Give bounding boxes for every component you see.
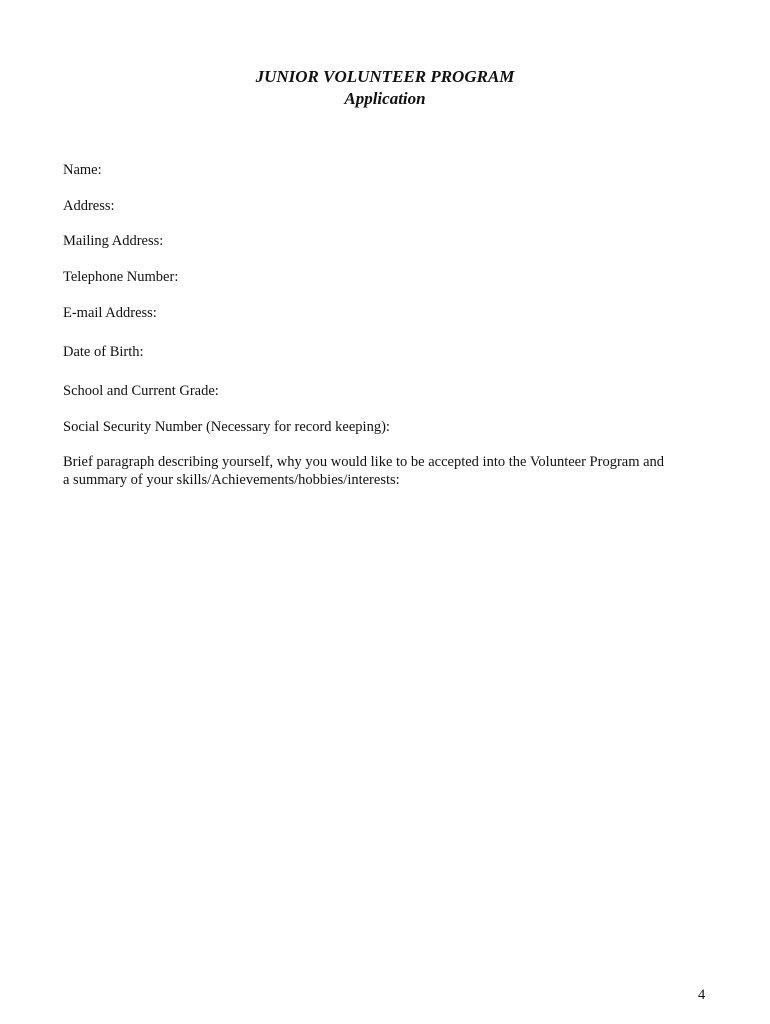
document-header: [0, 66, 770, 110]
field-address-label: Address:: [63, 198, 115, 214]
field-name-label: Name:: [63, 162, 102, 178]
description-prompt: [63, 453, 713, 489]
field-mailing-address-label: Mailing Address:: [63, 233, 164, 249]
field-email-label: E-mail Address:: [63, 305, 157, 321]
description-prompt-line-1: Brief paragraph describing yourself, why you would like to be accepted into the Volunteer Program and: [63, 454, 665, 470]
field-school-grade-label: School and Current Grade:: [63, 383, 219, 399]
page-number: 4: [698, 987, 706, 1003]
document-title: JUNIOR VOLUNTEER PROGRAM: [255, 67, 515, 86]
field-telephone-label: Telephone Number:: [63, 269, 179, 285]
description-prompt-line-2: a summary of your skills/Achievements/hobbies/interests:: [63, 472, 400, 488]
field-date-of-birth-label: Date of Birth:: [63, 344, 144, 360]
document-subtitle: Application: [344, 89, 426, 108]
field-ssn-label: Social Security Number (Necessary for record keeping):: [63, 419, 390, 435]
